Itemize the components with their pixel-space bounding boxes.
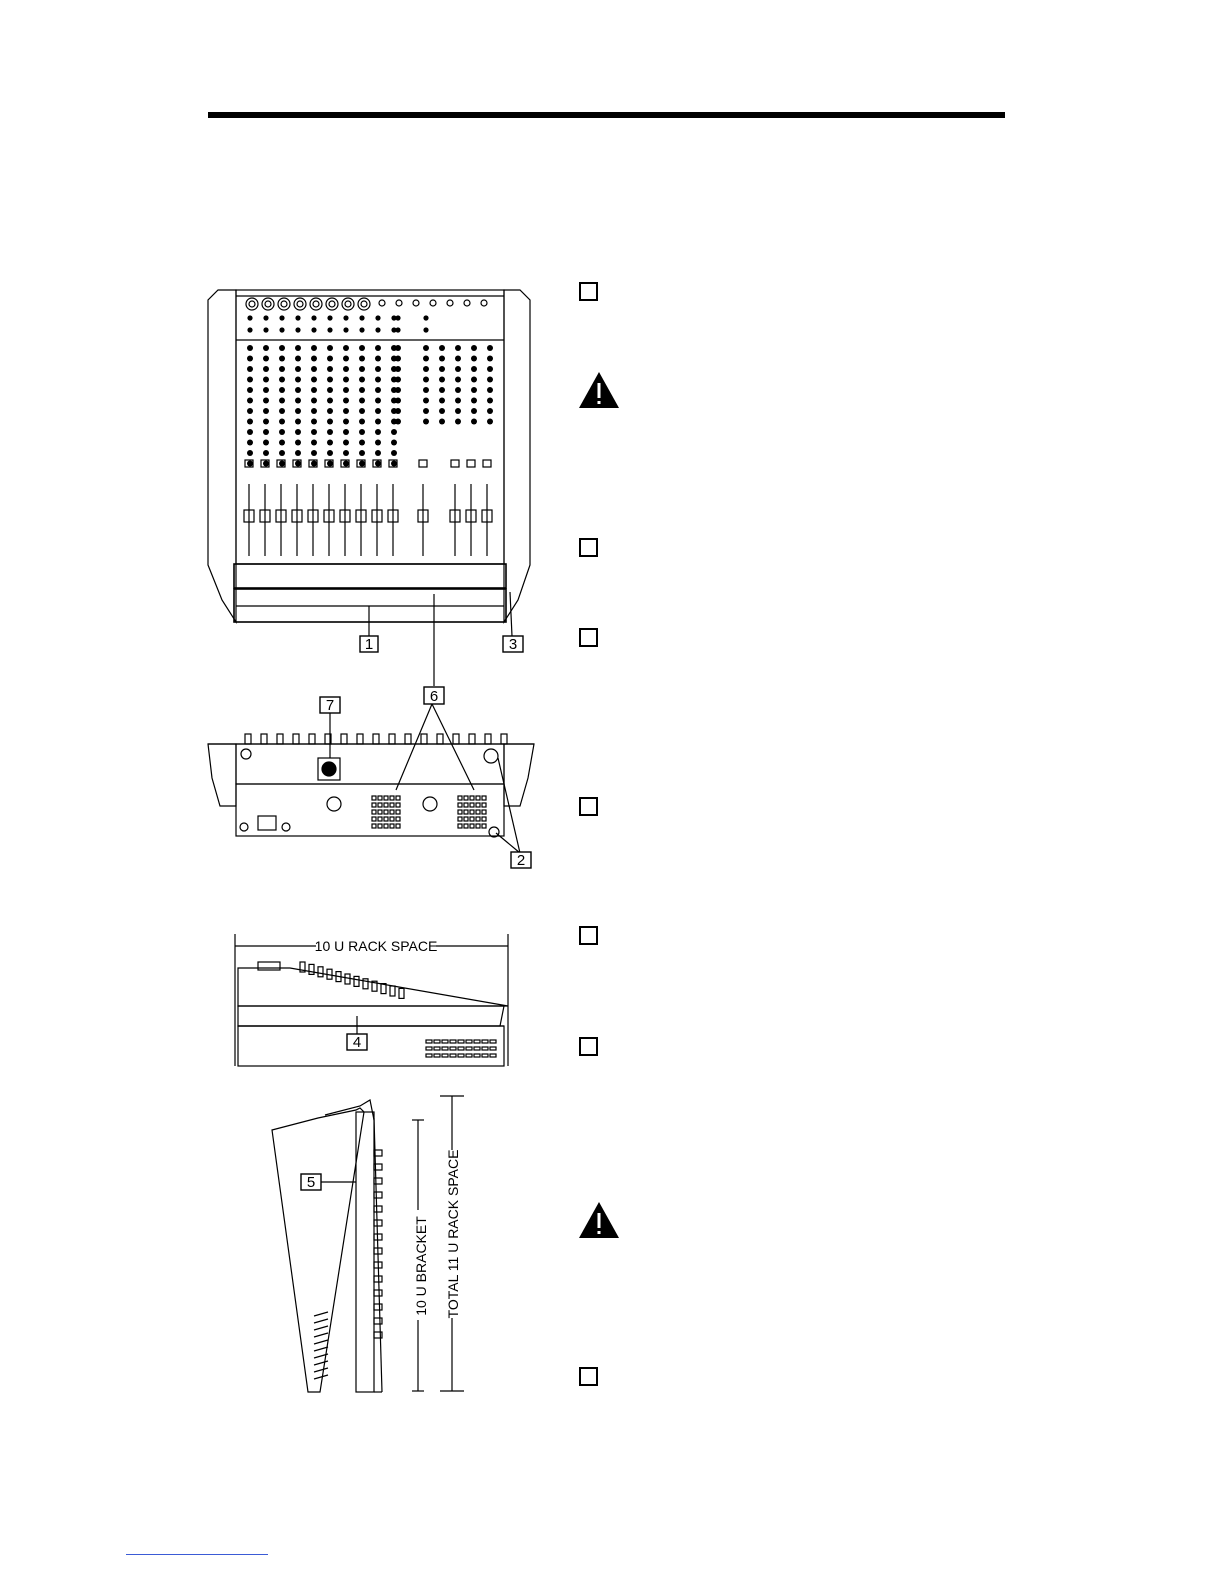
step-checkbox-6[interactable] [579, 1037, 598, 1056]
step-checkbox-5[interactable] [579, 926, 598, 945]
mixer-side-view [272, 1096, 464, 1392]
rack-space-label: 10 U RACK SPACE [314, 938, 438, 954]
callout-4: 4 [352, 1034, 362, 1051]
callout-3: 3 [508, 636, 518, 653]
callout-7: 7 [325, 697, 335, 714]
step-checkbox-7[interactable] [579, 1367, 598, 1386]
mixer-top-view [208, 290, 530, 622]
warning-triangle-icon [577, 1200, 621, 1240]
footer-link-underline[interactable] [126, 1554, 268, 1555]
callout-5: 5 [306, 1174, 316, 1191]
step-checkbox-2[interactable] [579, 538, 598, 557]
bracket-label: 10 U BRACKET [413, 1216, 429, 1316]
step-checkbox-4[interactable] [579, 797, 598, 816]
total-rack-space-label: TOTAL 11 U RACK SPACE [445, 1149, 461, 1319]
callout-1: 1 [364, 636, 374, 653]
mixer-rack-mount-figure [0, 0, 560, 1420]
mixer-rear-view [208, 734, 534, 837]
step-checkbox-1[interactable] [579, 282, 598, 301]
step-checkbox-3[interactable] [579, 628, 598, 647]
callout-6: 6 [429, 688, 439, 705]
callout-2: 2 [516, 852, 526, 869]
warning-triangle-icon [577, 370, 621, 410]
